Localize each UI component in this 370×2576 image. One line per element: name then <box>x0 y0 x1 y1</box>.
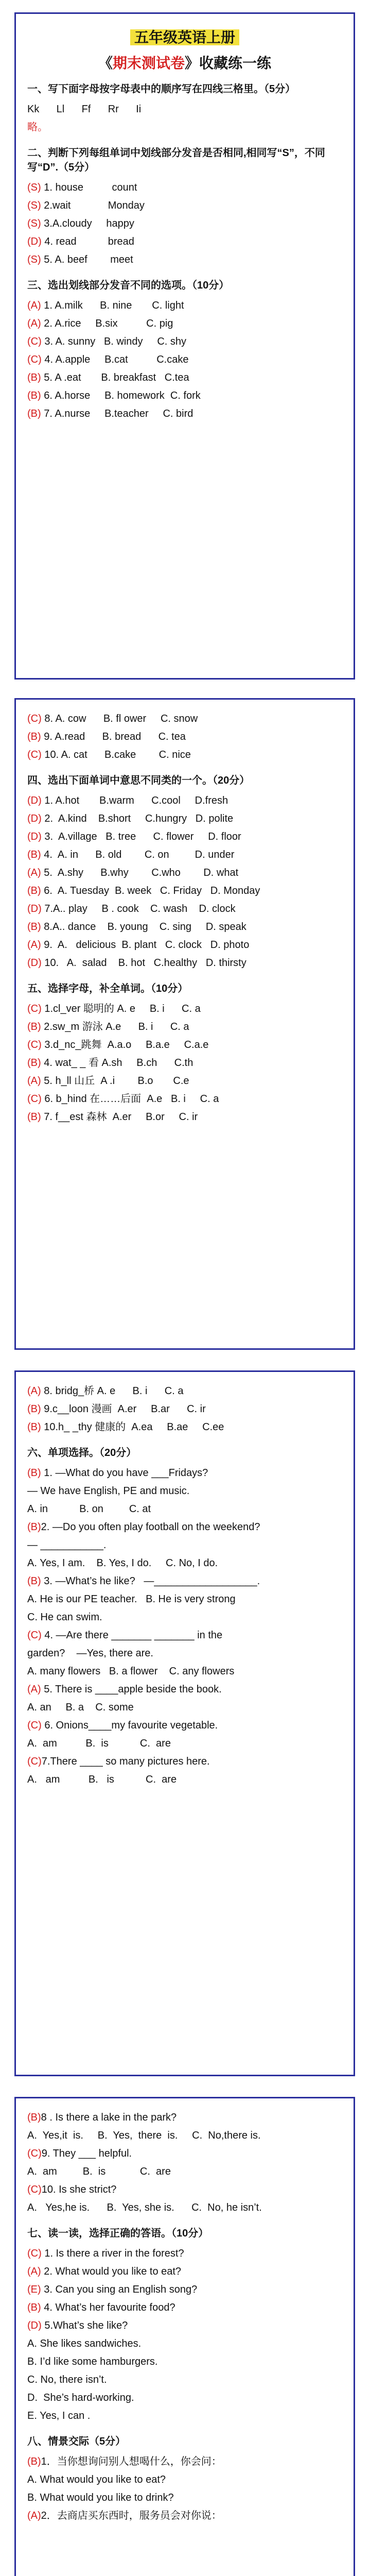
question-text: 8. A. cow B. fl ower C. snow <box>41 713 198 724</box>
list-item <box>27 1072 342 1090</box>
question-text: C. No, there isn’t. <box>27 2374 107 2385</box>
question-text: E. Yes, I can . <box>27 2410 91 2421</box>
list-item <box>27 1000 342 1018</box>
answer-label: (D) <box>27 903 42 914</box>
answer-label: (A) <box>27 300 41 311</box>
list-item <box>27 2245 342 2263</box>
answer-label: (C) <box>27 1003 42 1014</box>
list-item <box>27 333 342 351</box>
worksheet-title <box>27 26 342 47</box>
part7-heading: 七、读一读，选择正确的答语。（10分） <box>27 2228 209 2239</box>
part5-heading: 五、选择字母，补全单词。（10分） <box>27 983 188 994</box>
answer-label: (B) <box>27 1467 41 1479</box>
answer-label: (S) <box>27 254 41 265</box>
answer-label: (S) <box>27 200 41 211</box>
answer-label: (A) <box>27 867 41 878</box>
question-text: 3. —What’s he like? —__________________. <box>41 1575 260 1587</box>
title-text: 五年级英语上册 <box>130 29 239 45</box>
question-text: 5. There is ____apple beside the book. <box>41 1684 222 1695</box>
question-text: 2．去商店买东西时，服务员会对你说： <box>41 2510 222 2521</box>
question-text: 1. A.milk B. nine C. light <box>41 300 184 311</box>
list-item <box>27 900 342 918</box>
list-item <box>27 1753 342 1771</box>
question-text: 6. Onions____my favourite vegetable. <box>41 1720 218 1731</box>
list-item <box>27 1681 342 1699</box>
list-item <box>27 1536 342 1554</box>
list-item <box>27 2407 342 2425</box>
part4-heading: 四、选出下面单词中意思不同类的一个。（20分） <box>27 775 250 786</box>
list-item <box>27 1645 342 1663</box>
list-item <box>27 2453 342 2471</box>
question-text: 10. A. salad B. hot C.healthy D. thirsty <box>41 957 246 969</box>
list-item <box>27 1400 342 1418</box>
list-item <box>27 728 342 746</box>
question-text: 10. A. cat B.cake C. nice <box>41 749 191 760</box>
list-item <box>27 882 342 900</box>
answer-label: (S) <box>27 218 41 229</box>
subtitle-red: 期末测试卷 <box>112 55 185 71</box>
answer-label: (B) <box>27 2112 41 2123</box>
part6-list-continued <box>27 2109 342 2217</box>
list-item <box>27 2335 342 2353</box>
question-text: A. am B. is C. are <box>27 1738 171 1749</box>
list-item <box>27 2109 342 2127</box>
answer-label: (B) <box>27 1111 41 1123</box>
list-item <box>27 936 342 954</box>
list-item <box>27 297 342 315</box>
list-item <box>27 1054 342 1072</box>
list-item <box>27 1090 342 1108</box>
list-item <box>27 179 342 197</box>
answer-label: (C) <box>27 1720 42 1731</box>
answer-label: (D) <box>27 813 42 824</box>
worksheet-page-2 <box>14 698 355 1350</box>
list-item <box>27 810 342 828</box>
list-item <box>27 746 342 764</box>
question-text: 4. A.apple B.cat C.cake <box>41 354 189 365</box>
question-text: 4. —Are there _______ _______ in the <box>41 1630 223 1641</box>
question-text: 3. Can you sing an English song? <box>41 2284 198 2295</box>
part5-list-continued <box>27 1382 342 1436</box>
question-text: 9. A. delicious B. plant C. clock D. photo <box>41 939 250 951</box>
list-item <box>27 2163 342 2181</box>
question-text: 3.d_nc_跳舞 A.a.o B.a.e C.a.e <box>41 1039 209 1050</box>
question-text: 6. A. Tuesday B. week C. Friday D. Monday <box>41 885 260 896</box>
question-text: — ___________. <box>27 1539 107 1551</box>
answer-label: (C) <box>27 1630 42 1641</box>
question-text: A. am B. is C. are <box>27 1774 177 1785</box>
list-item <box>27 2299 342 2317</box>
list-item <box>27 251 342 269</box>
question-text: 2. A.kind B.short C.hungry D. polite <box>41 813 234 824</box>
question-text: 2. —Do you often play football on the weekend? <box>41 1521 260 1533</box>
list-item <box>27 792 342 810</box>
list-item <box>27 864 342 882</box>
question-text: A. am B. is C. are <box>27 2166 171 2177</box>
part6-heading: 六、单项选择。（20分） <box>27 1447 137 1459</box>
list-item <box>27 846 342 864</box>
question-text: 2.wait Monday <box>41 200 145 211</box>
list-item <box>27 1108 342 1126</box>
question-text: 4. A. in B. old C. on D. under <box>41 849 235 860</box>
list-item <box>27 1382 342 1400</box>
list-item <box>27 1717 342 1735</box>
question-text: 7.A.. play B . cook C. wash D. clock <box>41 903 236 914</box>
answer-label: (B) <box>27 1575 41 1587</box>
answer-label: (B) <box>27 1521 41 1533</box>
part1-letters: Kk Ll Ff Rr Ii <box>27 104 142 115</box>
answer-label: (C) <box>27 354 42 365</box>
question-text: 10.h_ _thy 健康的 A.ea B.ae C.ee <box>41 1421 224 1433</box>
list-item <box>27 1464 342 1482</box>
answer-label: (B) <box>27 849 41 860</box>
subtitle-open: 《 <box>98 55 113 71</box>
list-item <box>27 197 342 215</box>
list-item <box>27 2145 342 2163</box>
answer-label: (E) <box>27 2284 41 2295</box>
question-text: 8. bridg_桥 A. e B. i C. a <box>41 1385 184 1397</box>
question-text: 7. A.nurse B.teacher C. bird <box>41 408 193 419</box>
answer-label: (D) <box>27 2320 42 2331</box>
question-text: A. Yes,it is. B. Yes, there is. C. No,there is. <box>27 2130 261 2141</box>
list-item <box>27 954 342 972</box>
answer-label: (C) <box>27 1756 42 1767</box>
answer-label: (B) <box>27 1021 41 1032</box>
worksheet-page-1 <box>14 12 355 680</box>
part6-list <box>27 1464 342 1789</box>
question-text: 8.A.. dance B. young C. sing D. speak <box>41 921 246 933</box>
part3-heading: 三、选出划线部分发音不同的选项。（10分） <box>27 280 230 291</box>
list-item <box>27 405 342 423</box>
list-item <box>27 1554 342 1572</box>
answer-label: (C) <box>27 1039 42 1050</box>
question-text: B. I’d like some hamburgers. <box>27 2356 158 2367</box>
list-item <box>27 2263 342 2281</box>
part7-list <box>27 2245 342 2425</box>
worksheet-page-3 <box>14 1370 355 2076</box>
list-item <box>27 2371 342 2389</box>
answer-label: (B) <box>27 2456 41 2467</box>
answer-label: (B) <box>27 390 41 401</box>
list-item <box>27 215 342 233</box>
answer-label: (B) <box>27 1403 41 1415</box>
list-item <box>27 2181 342 2199</box>
question-text: 5. A. beef meet <box>41 254 133 265</box>
part1-heading: 一、写下面字母按字母表中的顺序写在四线三格里。（5分） <box>27 83 296 95</box>
list-item <box>27 351 342 369</box>
question-text: 4. read bread <box>41 236 134 247</box>
question-text: 8 . Is there a lake in the park? <box>41 2112 177 2123</box>
answer-label: (S) <box>27 182 41 193</box>
part1-answer: 略。 <box>27 122 48 133</box>
list-item <box>27 1771 342 1789</box>
list-item <box>27 2489 342 2507</box>
question-text: 4. What’s her favourite food? <box>41 2302 175 2313</box>
list-item <box>27 1663 342 1681</box>
answer-label: (A) <box>27 2266 41 2277</box>
answer-label: (B) <box>27 731 41 742</box>
question-text: 5.What’s she like? <box>41 2320 128 2331</box>
question-text: — We have English, PE and music. <box>27 1485 190 1497</box>
list-item <box>27 918 342 936</box>
question-text: A. many flowers B. a flower C. any flowers <box>27 1666 235 1677</box>
answer-label: (A) <box>27 2510 41 2521</box>
question-text: 3. A. sunny B. windy C. shy <box>41 336 186 347</box>
question-text: 1．当你想询问别人想喝什么，你会问： <box>41 2456 222 2467</box>
question-text: 1. Is there a river in the forest? <box>41 2248 184 2259</box>
question-text: 9. A.read B. bread C. tea <box>41 731 186 742</box>
answer-label: (C) <box>27 336 42 347</box>
list-item <box>27 233 342 251</box>
question-text: 6. b_hind 在……后面 A.e B. i C. a <box>41 1093 219 1105</box>
question-text: 1. —What do you have ___Fridays? <box>41 1467 208 1479</box>
answer-label: (B) <box>27 2302 41 2313</box>
question-text: D. She’s hard-working. <box>27 2392 134 2403</box>
list-item <box>27 1626 342 1645</box>
question-text: 1.cl_ver 聪明的 A. e B. i C. a <box>41 1003 201 1014</box>
list-item <box>27 315 342 333</box>
answer-label: (D) <box>27 957 42 969</box>
list-item <box>27 387 342 405</box>
question-text: A. Yes,he is. B. Yes, she is. C. No, he isn’t. <box>27 2202 262 2213</box>
answer-label: (A) <box>27 1684 41 1695</box>
list-item <box>27 369 342 387</box>
question-text: 9. They ___ helpful. <box>41 2148 132 2159</box>
answer-label: (D) <box>27 236 42 247</box>
question-text: A. She likes sandwiches. <box>27 2338 142 2349</box>
answer-label: (A) <box>27 318 41 329</box>
list-item <box>27 2507 342 2525</box>
question-text: A. in B. on C. at <box>27 1503 151 1515</box>
list-item <box>27 828 342 846</box>
part2-heading: 二、判断下列每组单词中划线部分发音是否相同,相同写“S”，不同写“D”.（5分） <box>27 147 325 173</box>
list-item <box>27 2281 342 2299</box>
question-text: A. Yes, I am. B. Yes, I do. C. No, I do. <box>27 1557 218 1569</box>
answer-label: (B) <box>27 1421 41 1433</box>
list-item <box>27 1735 342 1753</box>
list-item <box>27 1418 342 1436</box>
answer-label: (C) <box>27 749 42 760</box>
part8-list <box>27 2453 342 2525</box>
list-item <box>27 2199 342 2217</box>
question-text: 4. wat_ _ 看 A.sh B.ch C.th <box>41 1057 193 1069</box>
question-text: 2.sw_m 游泳 A.e B. i C. a <box>41 1021 189 1032</box>
part2-list <box>27 179 342 269</box>
list-item <box>27 1699 342 1717</box>
question-text: garden? —Yes, there are. <box>27 1648 153 1659</box>
question-text: 7. f__est 森林 A.er B.or C. ir <box>41 1111 198 1123</box>
list-item <box>27 2353 342 2371</box>
list-item <box>27 1500 342 1518</box>
list-item <box>27 2471 342 2489</box>
answer-label: (B) <box>27 885 41 896</box>
question-text: 5. A.shy B.why C.who D. what <box>41 867 239 878</box>
question-text: 7.There ____ so many pictures here. <box>41 1756 210 1767</box>
question-text: 2. What would you like to eat? <box>41 2266 182 2277</box>
subtitle-close: 》收藏练一练 <box>185 55 272 71</box>
answer-label: (B) <box>27 372 41 383</box>
answer-label: (A) <box>27 1075 41 1087</box>
answer-label: (C) <box>27 2148 42 2159</box>
worksheet-page-4 <box>14 2097 355 2576</box>
answer-label: (C) <box>27 2184 42 2195</box>
question-text: 1. house count <box>41 182 137 193</box>
answer-label: (D) <box>27 795 42 806</box>
question-text: 5. h_ll 山丘 A .i B.o C.e <box>41 1075 189 1087</box>
answer-label: (C) <box>27 713 42 724</box>
answer-label: (C) <box>27 2248 42 2259</box>
part4-list <box>27 792 342 972</box>
question-text: C. He can swim. <box>27 1612 102 1623</box>
question-text: A. an B. a C. some <box>27 1702 134 1713</box>
answer-label: (A) <box>27 939 41 951</box>
question-text: A. What would you like to eat? <box>27 2474 166 2485</box>
list-item <box>27 1572 342 1590</box>
answer-label: (A) <box>27 1385 41 1397</box>
question-text: 10. Is she strict? <box>41 2184 117 2195</box>
list-item <box>27 1608 342 1626</box>
question-text: 1. A.hot B.warm C.cool D.fresh <box>41 795 228 806</box>
list-item <box>27 2127 342 2145</box>
worksheet-subtitle <box>27 52 342 73</box>
list-item <box>27 1036 342 1054</box>
answer-label: (C) <box>27 1093 42 1105</box>
answer-label: (B) <box>27 921 41 933</box>
question-text: 3.A.cloudy happy <box>41 218 134 229</box>
part3-list <box>27 297 342 423</box>
question-text: 2. A.rice B.six C. pig <box>41 318 173 329</box>
part5-list <box>27 1000 342 1126</box>
list-item <box>27 710 342 728</box>
list-item <box>27 1590 342 1608</box>
answer-label: (B) <box>27 408 41 419</box>
question-text: B. What would you like to drink? <box>27 2492 174 2503</box>
list-item <box>27 1018 342 1036</box>
question-text: 3. A.village B. tree C. flower D. floor <box>41 831 241 842</box>
list-item <box>27 1482 342 1500</box>
answer-label: (D) <box>27 831 42 842</box>
question-text: 6. A.horse B. homework C. fork <box>41 390 201 401</box>
part3-list-continued <box>27 710 342 764</box>
list-item <box>27 1518 342 1536</box>
list-item <box>27 2317 342 2335</box>
question-text: A. He is our PE teacher. B. He is very strong <box>27 1594 236 1605</box>
question-text: 9.c__loon 漫画 A.er B.ar C. ir <box>41 1403 206 1415</box>
part8-heading: 八、情景交际（5分） <box>27 2436 126 2447</box>
list-item <box>27 2389 342 2407</box>
question-text: 5. A .eat B. breakfast C.tea <box>41 372 189 383</box>
answer-label: (B) <box>27 1057 41 1069</box>
